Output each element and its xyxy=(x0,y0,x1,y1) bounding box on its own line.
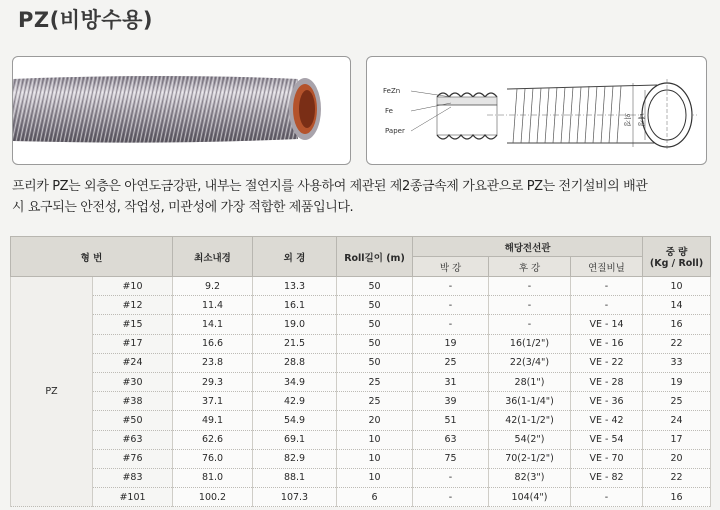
cell-pvc: - xyxy=(571,296,643,315)
table-row xyxy=(11,277,711,296)
cell-thick: 36(1-1/4") xyxy=(489,392,571,411)
cell-weight: 14 xyxy=(643,296,711,315)
cell-pvc: VE - 70 xyxy=(571,449,643,468)
cell-thin: 25 xyxy=(413,353,489,372)
cell-roll: 50 xyxy=(337,353,413,372)
cell-pvc: VE - 54 xyxy=(571,430,643,449)
cell-roll: 10 xyxy=(337,449,413,468)
cell-inner: 16.6 xyxy=(173,334,253,353)
cell-model: #76 xyxy=(93,449,173,468)
header-weight xyxy=(643,237,711,277)
cell-outer: 16.1 xyxy=(253,296,337,315)
cell-weight: 25 xyxy=(643,392,711,411)
cell-outer: 107.3 xyxy=(253,488,337,507)
cell-outer: 42.9 xyxy=(253,392,337,411)
description-line-2: 시 요구되는 안전성, 작업성, 미관성에 가장 적합한 제품입니다. xyxy=(12,200,354,215)
cell-thick: 104(4") xyxy=(489,488,571,507)
cell-inner: 76.0 xyxy=(173,449,253,468)
layer-label-fezn: FeZn xyxy=(383,87,401,95)
cell-roll: 6 xyxy=(337,488,413,507)
table-row xyxy=(11,296,711,315)
cell-pvc: VE - 82 xyxy=(571,468,643,487)
cell-roll: 20 xyxy=(337,411,413,430)
page-title: PZ(비방수용) xyxy=(18,8,153,32)
product-description xyxy=(12,176,712,218)
row-group-label: PZ xyxy=(11,277,93,507)
cell-roll: 50 xyxy=(337,277,413,296)
cell-weight: 16 xyxy=(643,488,711,507)
cell-inner: 62.6 xyxy=(173,430,253,449)
cell-inner: 81.0 xyxy=(173,468,253,487)
header-roll-length: Roll길이 (m) xyxy=(337,237,413,277)
cell-weight: 24 xyxy=(643,411,711,430)
header-soft-pvc: 연질비닐 xyxy=(571,257,643,277)
cell-thin: - xyxy=(413,468,489,487)
cell-thin: - xyxy=(413,277,489,296)
cell-roll: 50 xyxy=(337,334,413,353)
cell-thin: 39 xyxy=(413,392,489,411)
header-weight-line1: 중 량 xyxy=(665,247,688,258)
cell-model: #50 xyxy=(93,411,173,430)
cell-weight: 19 xyxy=(643,372,711,391)
cell-thick: 28(1") xyxy=(489,372,571,391)
cell-inner: 37.1 xyxy=(173,392,253,411)
header-thin-steel: 박 강 xyxy=(413,257,489,277)
product-photo xyxy=(12,56,351,165)
cell-roll: 25 xyxy=(337,372,413,391)
cell-roll: 50 xyxy=(337,296,413,315)
table-row xyxy=(11,392,711,411)
cell-inner: 100.2 xyxy=(173,488,253,507)
description-line-1: 프리카 PZ는 외층은 아연도금강판, 내부는 절연지를 사용하여 제관된 제2종금속제 가요관으로 PZ는 전기설비의 배관 xyxy=(12,179,648,194)
cell-model: #38 xyxy=(93,392,173,411)
cell-outer: 21.5 xyxy=(253,334,337,353)
cell-thick: - xyxy=(489,315,571,334)
cell-outer: 28.8 xyxy=(253,353,337,372)
cell-thin: - xyxy=(413,315,489,334)
cell-thick: 22(3/4") xyxy=(489,353,571,372)
cell-pvc: VE - 14 xyxy=(571,315,643,334)
cell-roll: 25 xyxy=(337,392,413,411)
cell-thin: 31 xyxy=(413,372,489,391)
cell-model: #15 xyxy=(93,315,173,334)
table-row xyxy=(11,430,711,449)
cell-thick: 70(2-1/2") xyxy=(489,449,571,468)
cell-thin: 51 xyxy=(413,411,489,430)
header-inner-diameter: 최소내경 xyxy=(173,237,253,277)
header-thick-steel: 후 강 xyxy=(489,257,571,277)
cell-model: #30 xyxy=(93,372,173,391)
cell-weight: 17 xyxy=(643,430,711,449)
table-row xyxy=(11,449,711,468)
table-row xyxy=(11,353,711,372)
cell-model: #24 xyxy=(93,353,173,372)
cell-thin: 75 xyxy=(413,449,489,468)
cell-thick: - xyxy=(489,296,571,315)
cell-thick: 16(1/2") xyxy=(489,334,571,353)
cell-inner: 14.1 xyxy=(173,315,253,334)
cell-inner: 11.4 xyxy=(173,296,253,315)
header-outer-diameter: 외 경 xyxy=(253,237,337,277)
cell-outer: 69.1 xyxy=(253,430,337,449)
cell-inner: 29.3 xyxy=(173,372,253,391)
outer-diameter-label: 외경 xyxy=(623,113,631,127)
cell-thick: 54(2") xyxy=(489,430,571,449)
cell-pvc: VE - 42 xyxy=(571,411,643,430)
cell-outer: 34.9 xyxy=(253,372,337,391)
cell-model: #12 xyxy=(93,296,173,315)
cell-outer: 54.9 xyxy=(253,411,337,430)
layer-label-paper: Paper xyxy=(385,127,405,135)
cell-inner: 49.1 xyxy=(173,411,253,430)
cell-roll: 10 xyxy=(337,430,413,449)
header-conduit: 해당전선관 xyxy=(413,237,643,257)
cell-roll: 10 xyxy=(337,468,413,487)
cell-weight: 22 xyxy=(643,334,711,353)
cell-thick: - xyxy=(489,277,571,296)
cell-inner: 9.2 xyxy=(173,277,253,296)
cell-outer: 82.9 xyxy=(253,449,337,468)
cell-roll: 50 xyxy=(337,315,413,334)
header-model: 형 번 xyxy=(11,237,173,277)
cell-model: #10 xyxy=(93,277,173,296)
cell-outer: 19.0 xyxy=(253,315,337,334)
table-row xyxy=(11,411,711,430)
structure-diagram xyxy=(366,56,707,165)
layer-label-fe: Fe xyxy=(385,107,393,115)
cell-weight: 10 xyxy=(643,277,711,296)
inner-diameter-label: 내경 xyxy=(637,113,645,127)
cell-pvc: VE - 16 xyxy=(571,334,643,353)
table-row xyxy=(11,334,711,353)
cell-pvc: VE - 28 xyxy=(571,372,643,391)
cell-thin: 19 xyxy=(413,334,489,353)
header-weight-line2: (Kg / Roll) xyxy=(649,258,704,269)
cell-weight: 33 xyxy=(643,353,711,372)
cell-pvc: - xyxy=(571,277,643,296)
table-row xyxy=(11,315,711,334)
cell-thin: 63 xyxy=(413,430,489,449)
cell-thin: - xyxy=(413,488,489,507)
table-row xyxy=(11,372,711,391)
cell-model: #101 xyxy=(93,488,173,507)
table-row xyxy=(11,468,711,487)
cell-outer: 88.1 xyxy=(253,468,337,487)
cell-pvc: VE - 36 xyxy=(571,392,643,411)
cell-thick: 42(1-1/2") xyxy=(489,411,571,430)
spec-table xyxy=(10,236,711,507)
tube-drawing xyxy=(487,79,697,151)
cell-model: #17 xyxy=(93,334,173,353)
cell-thin: - xyxy=(413,296,489,315)
cell-thick: 82(3") xyxy=(489,468,571,487)
cell-pvc: VE - 22 xyxy=(571,353,643,372)
cell-model: #83 xyxy=(93,468,173,487)
cell-weight: 20 xyxy=(643,449,711,468)
cell-weight: 16 xyxy=(643,315,711,334)
cell-pvc: - xyxy=(571,488,643,507)
cell-outer: 13.3 xyxy=(253,277,337,296)
cell-weight: 22 xyxy=(643,468,711,487)
cell-model: #63 xyxy=(93,430,173,449)
table-row xyxy=(11,488,711,507)
cell-inner: 23.8 xyxy=(173,353,253,372)
